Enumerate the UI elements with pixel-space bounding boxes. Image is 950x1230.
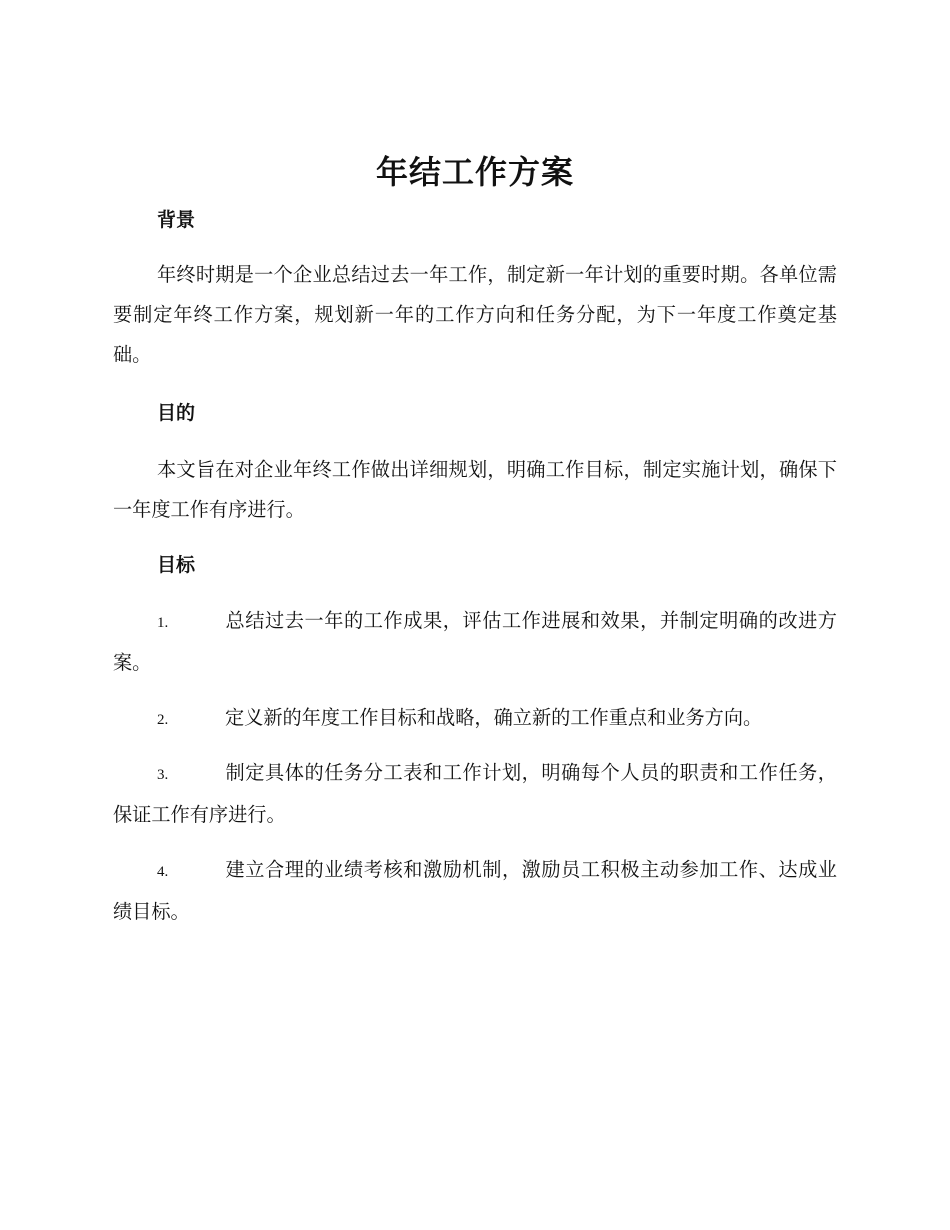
list-item-number: 2. [157, 712, 169, 728]
goal-list-item [113, 753, 837, 835]
goal-list-item [113, 850, 837, 932]
background-paragraph: 年终时期是一个企业总结过去一年工作，制定新一年计划的重要时期。各单位需要制定年终工作方案，规划新一年的工作方向和任务分配，为下一年度工作奠定基础。 [113, 263, 837, 366]
list-item-text: 制定具体的任务分工表和工作计划，明确每个人员的职责和工作任务，保证工作有序进行。 [113, 761, 837, 826]
section-heading-background: 背景 [157, 209, 196, 231]
purpose-paragraph: 本文旨在对企业年终工作做出详细规划，明确工作目标，制定实施计划，确保下一年度工作有序进行。 [113, 458, 837, 521]
list-item-number: 3. [157, 767, 169, 783]
goal-list-item [113, 698, 837, 740]
list-item-number: 1. [157, 615, 169, 631]
section-heading-purpose: 目的 [157, 402, 196, 424]
goal-list-item [113, 601, 837, 683]
list-item-number: 4. [157, 864, 169, 880]
list-item-text: 定义新的年度工作目标和战略，确立新的工作重点和业务方向。 [225, 706, 763, 729]
list-item-text: 总结过去一年的工作成果，评估工作进展和效果，并制定明确的改进方案。 [113, 609, 837, 674]
document-title: 年结工作方案 [375, 153, 574, 191]
section-heading-goals: 目标 [157, 554, 196, 576]
list-item-text: 建立合理的业绩考核和激励机制，激励员工积极主动参加工作、达成业绩目标。 [113, 858, 837, 923]
